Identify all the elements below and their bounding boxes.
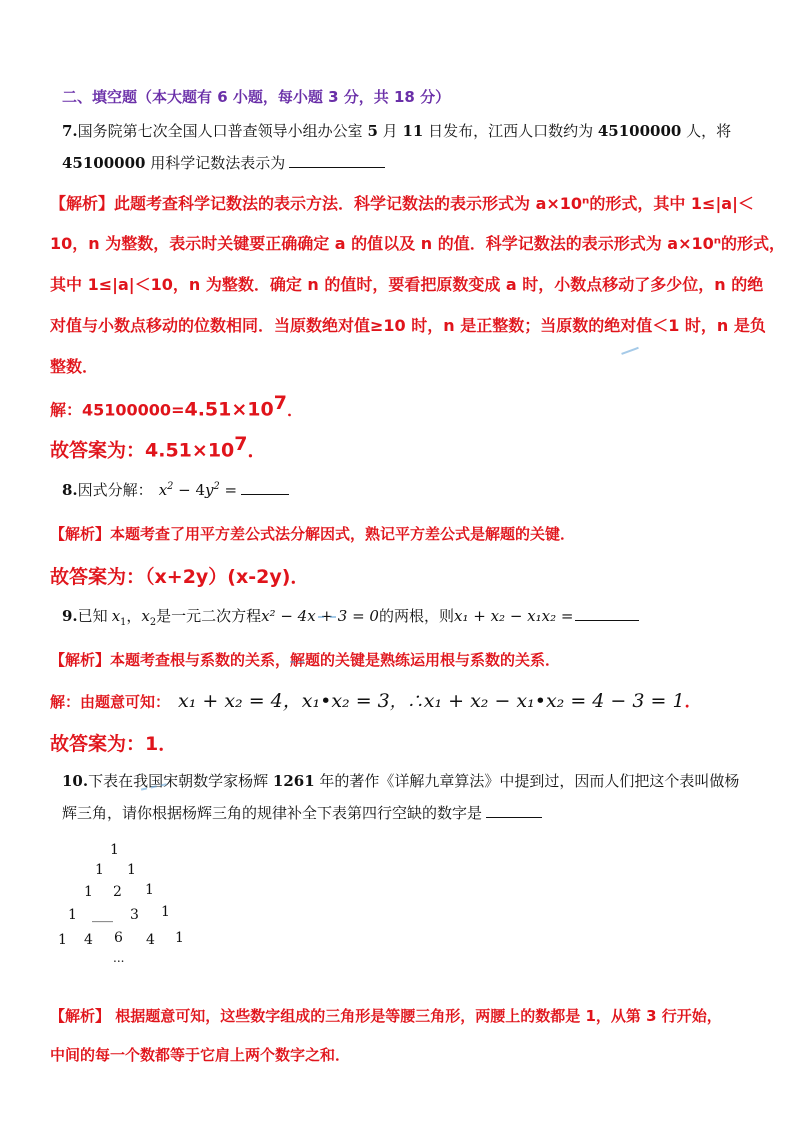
tri-row4-num: 1 — [161, 904, 170, 920]
q7-analysis-line5: 整数． — [50, 357, 99, 376]
q7-analysis-line2: 10，n 为整数，表示时关键要正确确定 a 的值以及 n 的值．科学记数法的表示形式为 a×10ⁿ的形式， — [50, 234, 786, 253]
q7-analysis-line3: 其中 1≤|a|＜10，n 为整数．确定 n 的值时，要看把原数变成 a 时，小数点移动了多少位，n 的绝 — [50, 275, 764, 294]
q8-analysis: 【解析】本题考查了用平方差公式法分解因式，熟记平方差公式是解题的关键． — [50, 525, 576, 543]
q9-line: 9.已知 $x_1$，$x_2$是一元二次方程x² − 4x + 3 = 0的两根，则x₁ + x₂ − x₁x₂ = — [62, 605, 639, 628]
tri-ellipsis: ... — [113, 951, 125, 965]
tri-row4-num: 3 — [130, 907, 139, 923]
q9-analysis: 【解析】本题考查根与系数的关系，解题的关键是熟练运用根与系数的关系． — [50, 651, 561, 669]
watermark-mark — [619, 341, 639, 355]
tri-row5-num: 6 — [114, 930, 123, 946]
tri-row2-num: 1 — [127, 862, 136, 878]
q9-answer-blank — [575, 619, 639, 621]
tri-row5-num: 1 — [58, 932, 67, 948]
q7-line2: 45100000 用科学记数法表示为 — [62, 152, 385, 173]
tri-row5-num: 4 — [146, 932, 155, 948]
q7-answer: 故答案为：$4.51\times 10^7$． — [50, 433, 267, 462]
tri-row2-num: 1 — [95, 862, 104, 878]
tri-row3-num: 1 — [84, 884, 93, 900]
tri-row4-blank: ___ — [92, 907, 113, 923]
q8-answer: 故答案为：（x+2y）(x-2y)． — [50, 566, 310, 588]
tri-row3-num: 1 — [145, 882, 154, 898]
q8-expression: $x^2 - 4y^2$ = — [158, 481, 238, 499]
q7-analysis-line4: 对值与小数点移动的位数相同．当原数绝对值≥10 时，n 是正整数；当原数的绝对值＜1 时，n 是负 — [50, 316, 766, 335]
watermark-mark — [290, 651, 304, 663]
tri-row5-num: 4 — [84, 932, 93, 948]
q9-expression: x₁ + x₂ − x₁x₂ = — [454, 607, 574, 625]
q10-line1: 10.下表在我国宋朝数学家杨辉 1261 年的著作《详解九章算法》中提到过，因而人们把这个表叫做杨 — [62, 772, 740, 790]
q7-line1: 7.国务院第七次全国人口普查领导小组办公室 5 月 11 日发布，江西人口数约为 45100000 人，将 — [62, 122, 732, 140]
q7-analysis-line1: 【解析】此题考查科学记数法的表示方法．科学记数法的表示形式为 a×10ⁿ的形式，其中 1≤|a|＜ — [50, 194, 754, 213]
q10-line2: 辉三角，请你根据杨辉三角的规律补全下表第四行空缺的数字是 — [62, 802, 542, 823]
q9-equation: x² − 4x + 3 = 0 — [261, 607, 379, 625]
q10-analysis-line1: 【解析】 根据题意可知，这些数字组成的三角形是等腰三角形，两腰上的数都是 1，从第 3 行开始， — [50, 1007, 722, 1025]
watermark-mark — [318, 606, 336, 618]
section-title: 二、填空题（本大题有 6 小题，每小题 3 分，共 18 分） — [62, 88, 451, 106]
q9-answer: 故答案为：1． — [50, 733, 178, 755]
q7-answer-blank — [289, 166, 385, 168]
q8-answer-blank — [241, 493, 289, 495]
tri-row4-num: 1 — [68, 907, 77, 923]
q8-line: 8.因式分解： $x^2 - 4y^2$ = — [62, 479, 289, 500]
q7-solution: 解：$45100000=4.51\times 10^7$． — [50, 392, 303, 421]
q9-solution: 解：由题意可知： x₁ + x₂ = 4，x₁•x₂ = 3，∴x₁ + x₂ − x₁•x₂ = 4 − 3 = 1． — [50, 690, 702, 712]
tri-row1-num: 1 — [110, 842, 119, 858]
tri-row3-num: 2 — [113, 884, 122, 900]
q10-analysis-line2: 中间的每一个数都等于它肩上两个数字之和． — [50, 1046, 351, 1064]
tri-row5-num: 1 — [175, 930, 184, 946]
q10-answer-blank — [486, 816, 542, 818]
